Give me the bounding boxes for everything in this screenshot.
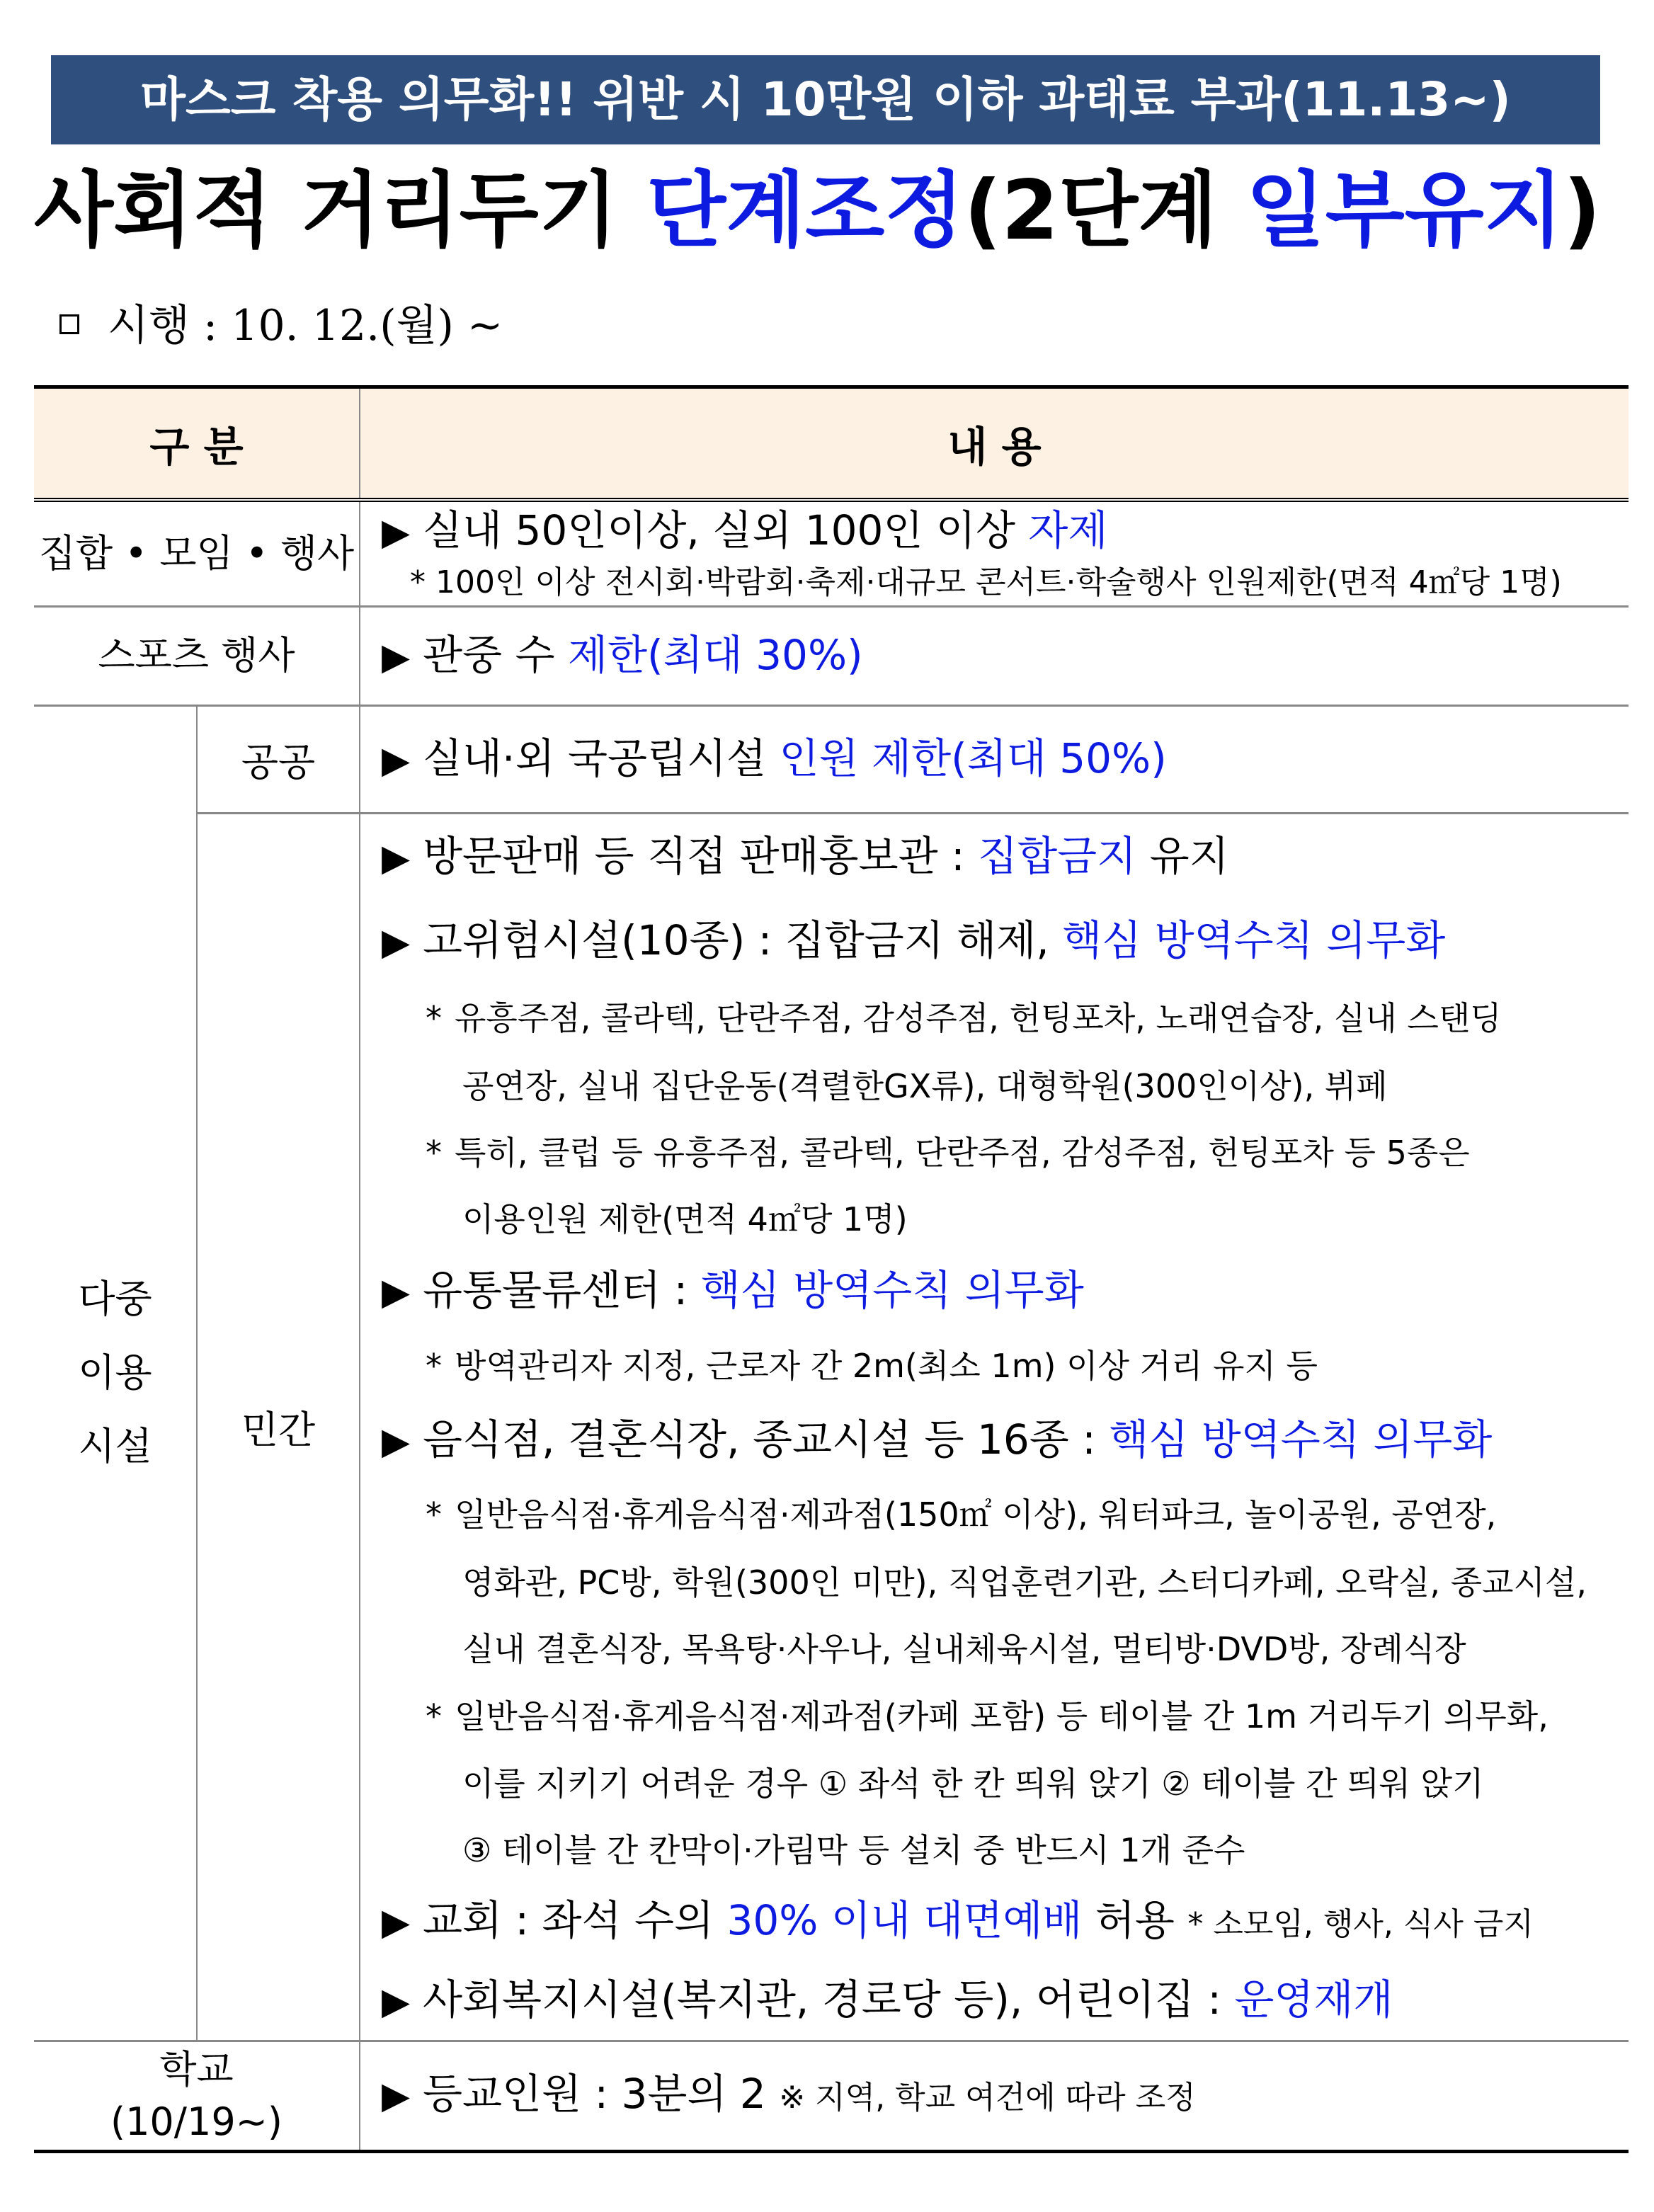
content-text: 교회 : 좌석 수의 bbox=[423, 1895, 727, 1944]
header-category: 구 분 bbox=[34, 387, 360, 501]
arrow-right-icon: ▶ bbox=[382, 635, 410, 678]
category-gathering: 집합 • 모임 • 행사 bbox=[34, 500, 360, 606]
category-line: (10/19~) bbox=[110, 2099, 283, 2144]
category-line: 다중 bbox=[78, 1277, 152, 1321]
note-text: 100인 이상 전시회·박람회·축제·대규모 콘서트·학술행사 인원제한(면적 4㎡당 1명) bbox=[435, 564, 1562, 601]
note-text: 영화관, PC방, 학원(300인 미만), 직업훈련기관, 스터디카페, 오락실, 종교시설, bbox=[462, 1563, 1587, 1602]
square-bullet-icon bbox=[59, 314, 79, 334]
title-part4: 일부유지 bbox=[1245, 163, 1563, 258]
content-text: 고위험시설(10종) : 집합금지 해제, bbox=[423, 916, 1063, 964]
category-line: 이용 bbox=[78, 1350, 152, 1395]
note-text: 유흥주점, 콜라텍, 단란주점, 감성주점, 헌팅포차, 노래연습장, 실내 스탠딩 bbox=[455, 998, 1502, 1037]
arrow-right-icon: ▶ bbox=[382, 1980, 410, 2023]
content-emphasis: 30% 이내 대면예배 bbox=[726, 1895, 1083, 1944]
arrow-right-icon: ▶ bbox=[382, 2074, 410, 2117]
title-part1: 사회적 거리두기 bbox=[34, 163, 647, 258]
content-private bbox=[360, 813, 1629, 2041]
table-row bbox=[34, 500, 1629, 606]
arrow-right-icon: ▶ bbox=[382, 1420, 410, 1463]
subcategory-public: 공공 bbox=[197, 705, 360, 813]
content-sports bbox=[360, 606, 1629, 705]
table-row bbox=[34, 606, 1629, 705]
content-text: 실내 50인이상, 실외 100인 이상 bbox=[423, 506, 1029, 555]
inline-note: ※ 지역, 학교 여건에 따라 조정 bbox=[779, 2079, 1196, 2116]
content-emphasis: 인원 제한(최대 50%) bbox=[779, 734, 1167, 782]
content-text: 실내·외 국공립시설 bbox=[423, 734, 780, 782]
content-text: 음식점, 결혼식장, 종교시설 등 16종 : bbox=[423, 1415, 1110, 1464]
category-line: 시설 bbox=[78, 1424, 152, 1469]
content-emphasis: 운영재개 bbox=[1234, 1975, 1393, 2024]
note-text: ③ 테이블 간 칸막이·가림막 등 설치 중 반드시 1개 준수 bbox=[462, 1830, 1245, 1869]
asterisk-icon: * bbox=[426, 998, 442, 1037]
content-emphasis: 집합금지 bbox=[978, 831, 1137, 880]
content-text: 등교인원 : 3분의 2 bbox=[423, 2069, 780, 2118]
arrow-right-icon: ▶ bbox=[382, 920, 410, 964]
title-part3: (2단계 bbox=[964, 163, 1246, 258]
title-part2: 단계조정 bbox=[646, 163, 964, 258]
arrow-right-icon: ▶ bbox=[382, 511, 410, 554]
category-line: 학교 bbox=[159, 2046, 234, 2092]
arrow-right-icon: ▶ bbox=[382, 1900, 410, 1944]
note-text: 이용인원 제한(면적 4㎡당 1명) bbox=[462, 1199, 908, 1238]
content-text: 관중 수 bbox=[423, 630, 568, 679]
content-emphasis: 핵심 방역수칙 의무화 bbox=[1109, 1415, 1493, 1464]
content-text: 허용 bbox=[1082, 1895, 1188, 1944]
inline-note: * 소모임, 행사, 식사 금지 bbox=[1187, 1905, 1534, 1942]
note-text: 공연장, 실내 집단운동(격렬한GX류), 대형학원(300인이상), 뷔페 bbox=[462, 1066, 1388, 1105]
title-part5: ) bbox=[1563, 163, 1601, 258]
mask-mandate-banner: 마스크 착용 의무화!! 위반 시 10만원 이하 과태료 부과(11.13~) bbox=[51, 55, 1600, 144]
effective-label: 시행 bbox=[108, 301, 190, 350]
note-text: 일반음식점·휴게음식점·제과점(150㎡ 이상), 워터파크, 놀이공원, 공연장, bbox=[455, 1495, 1497, 1534]
category-school bbox=[34, 2041, 360, 2151]
note-text: 일반음식점·휴게음식점·제과점(카페 포함) 등 테이블 간 1m 거리두기 의무화, bbox=[455, 1697, 1549, 1735]
page-title bbox=[34, 154, 1634, 268]
note-text: 방역관리자 지정, 근로자 간 2m(최소 1m) 이상 거리 유지 등 bbox=[455, 1346, 1318, 1385]
effective-date bbox=[59, 297, 503, 354]
table-row bbox=[34, 813, 1629, 2041]
content-text: 유통물류센터 : bbox=[423, 1265, 701, 1314]
arrow-right-icon: ▶ bbox=[382, 836, 410, 879]
note-text: 특히, 클럽 등 유흥주점, 콜라텍, 단란주점, 감성주점, 헌팅포차 등 5종은 bbox=[455, 1133, 1470, 1172]
asterisk-icon: * bbox=[426, 1346, 442, 1385]
content-text: 사회복지시설(복지관, 경로당 등), 어린이집 : bbox=[423, 1975, 1235, 2024]
arrow-right-icon: ▶ bbox=[382, 1270, 410, 1313]
content-emphasis: 제한(최대 30%) bbox=[567, 630, 863, 679]
asterisk-icon: * bbox=[426, 1133, 442, 1172]
content-text: 유지 bbox=[1136, 831, 1229, 880]
content-emphasis: 핵심 방역수칙 의무화 bbox=[700, 1265, 1084, 1314]
note-text: 실내 결혼식장, 목욕탕·사우나, 실내체육시설, 멀티방·DVD방, 장례식장 bbox=[462, 1629, 1466, 1668]
content-text: 방문판매 등 직접 판매홍보관 : bbox=[423, 831, 979, 880]
arrow-right-icon: ▶ bbox=[382, 739, 410, 782]
effective-sep: : bbox=[189, 301, 232, 350]
subcategory-private: 민간 bbox=[197, 813, 360, 2041]
category-multi-use bbox=[34, 705, 197, 2041]
content-emphasis: 자제 bbox=[1028, 506, 1108, 555]
content-school bbox=[360, 2041, 1629, 2151]
table-row bbox=[34, 2041, 1629, 2151]
header-content: 내 용 bbox=[360, 387, 1629, 501]
asterisk-icon: * bbox=[426, 1495, 442, 1534]
asterisk-icon: * bbox=[426, 1697, 442, 1735]
note-text: 이를 지키기 어려운 경우 ① 좌석 한 칸 띄워 앉기 ② 테이블 간 띄워 앉기 bbox=[462, 1764, 1484, 1803]
asterisk-icon: * bbox=[410, 564, 435, 601]
category-sports: 스포츠 행사 bbox=[34, 606, 360, 705]
measures-table bbox=[34, 385, 1629, 2153]
content-public bbox=[360, 705, 1629, 813]
content-gathering bbox=[360, 500, 1629, 606]
table-row bbox=[34, 705, 1629, 813]
effective-value: 10. 12.(월) ~ bbox=[231, 301, 503, 350]
content-emphasis: 핵심 방역수칙 의무화 bbox=[1062, 916, 1446, 964]
table-header-row bbox=[34, 387, 1629, 501]
